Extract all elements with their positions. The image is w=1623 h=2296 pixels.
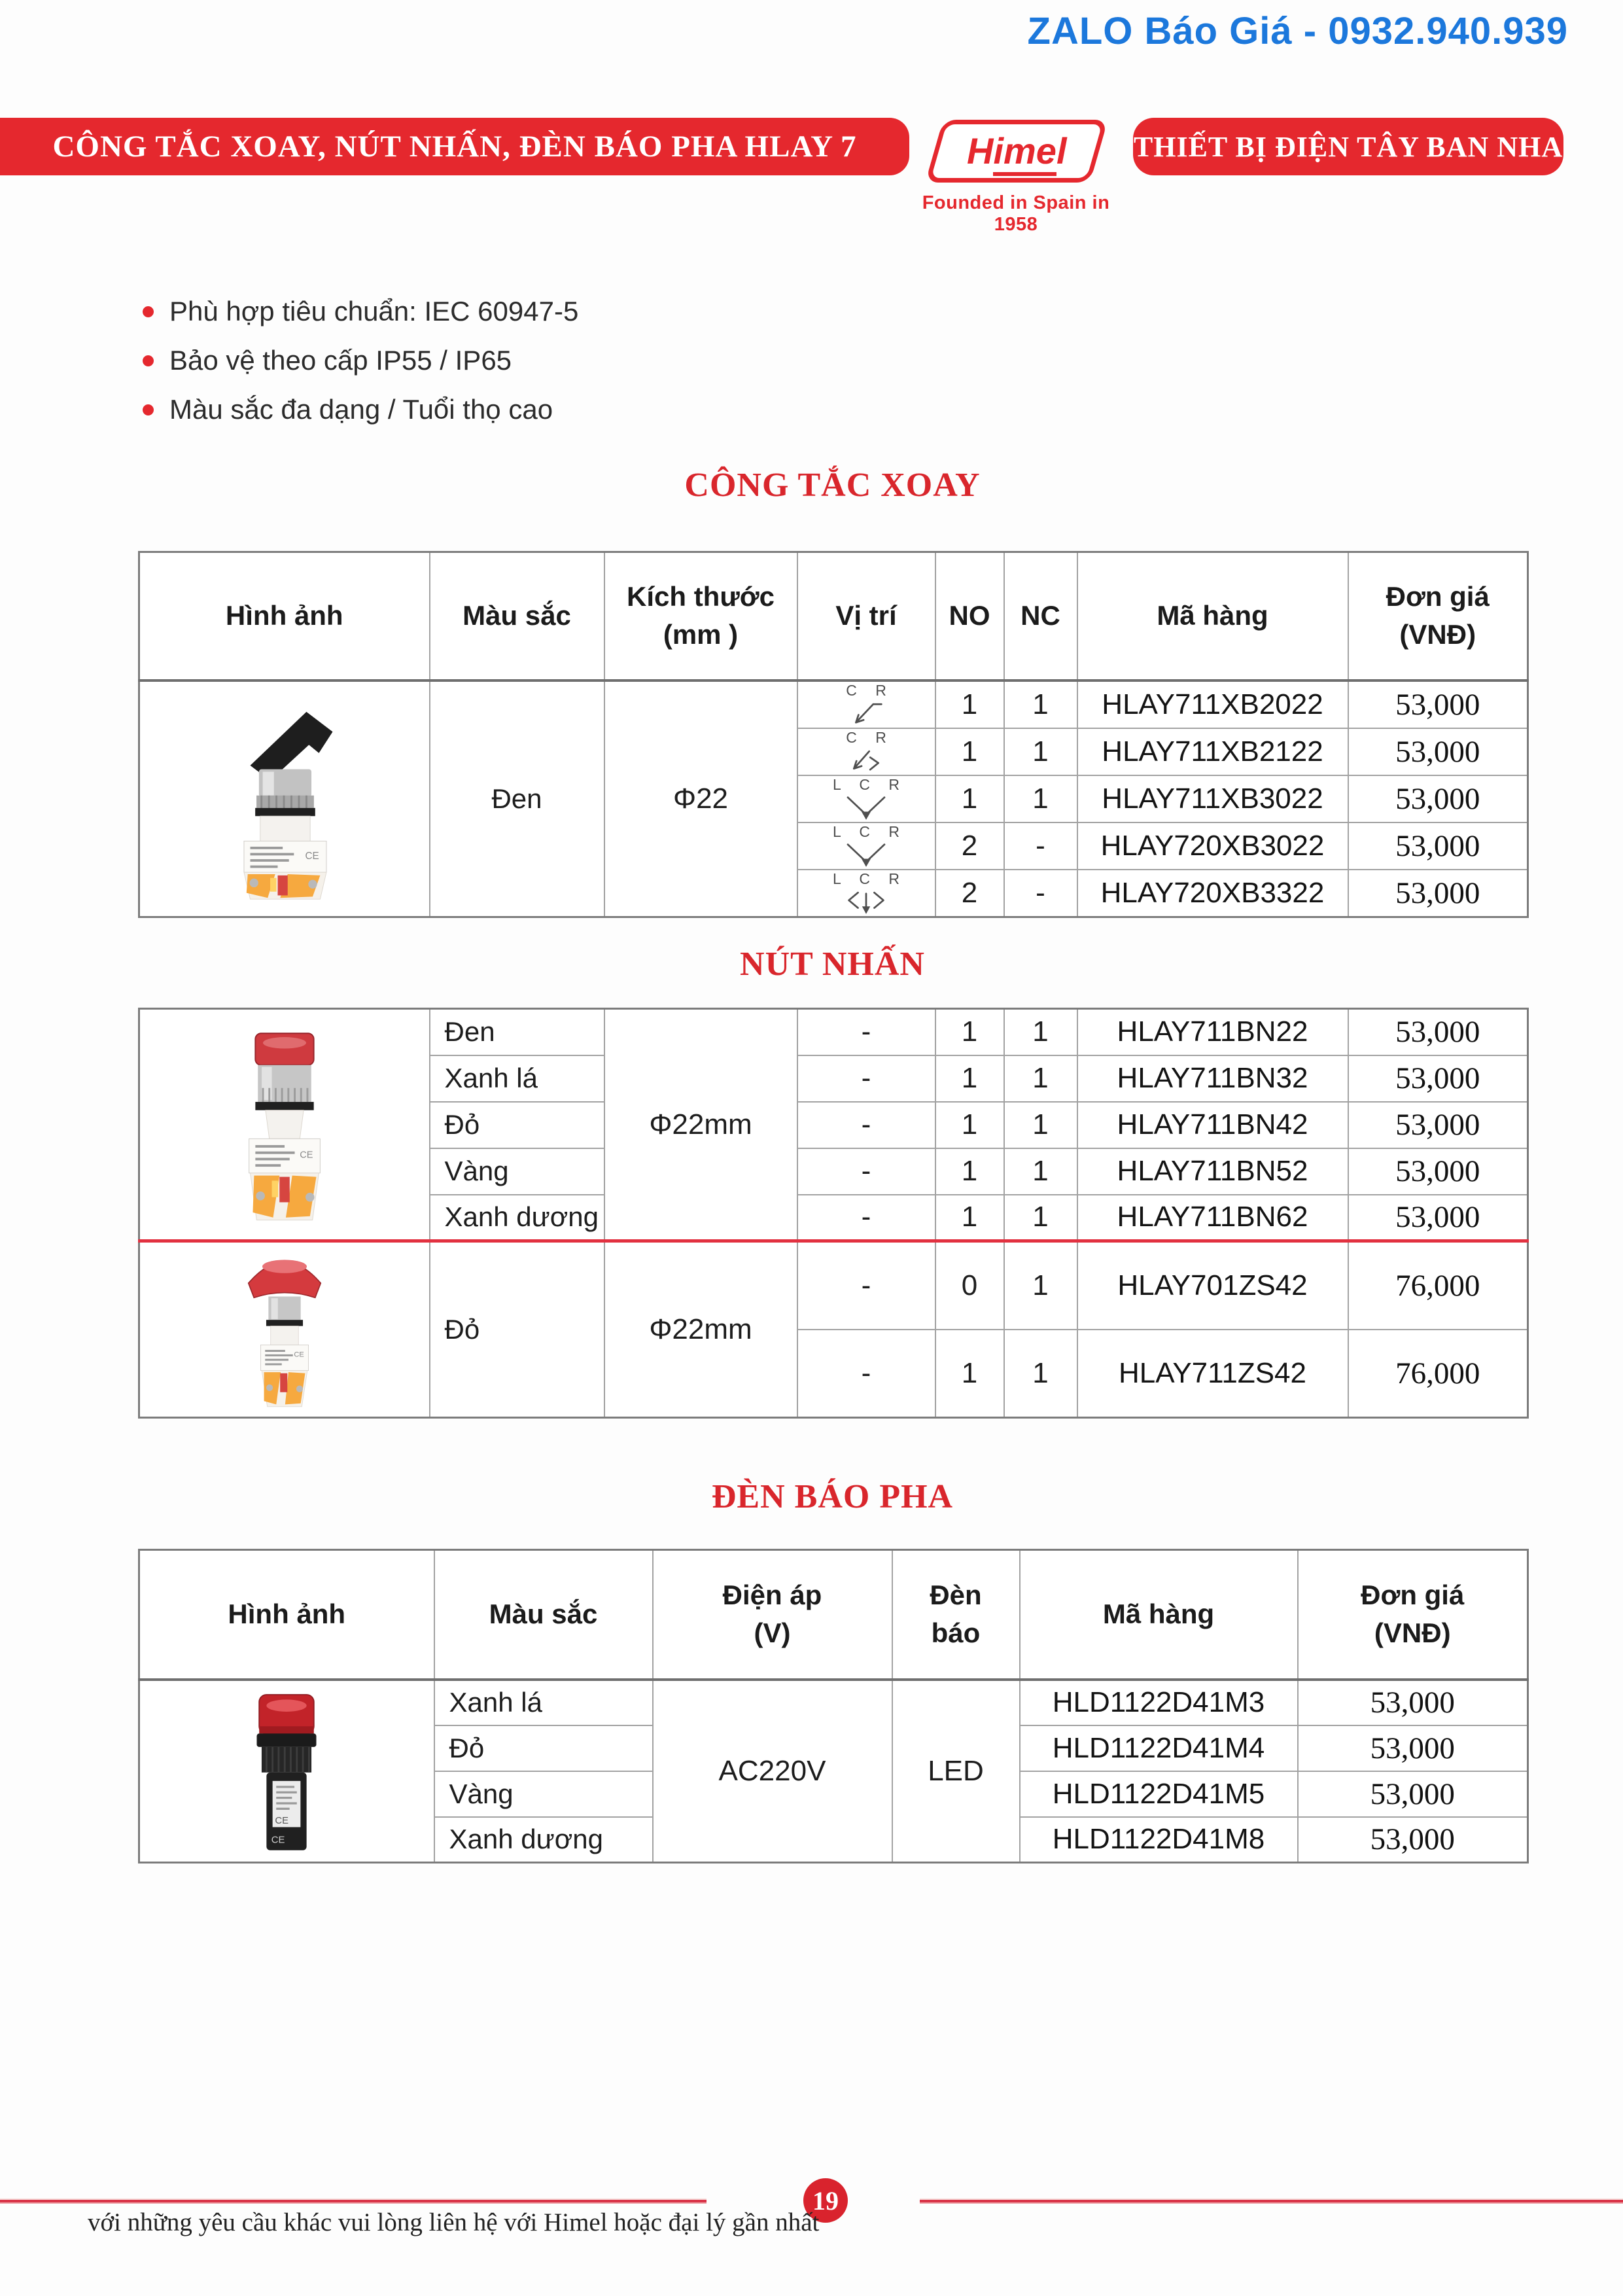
col-header-ma-hang: Mã hàng bbox=[1077, 552, 1348, 680]
section-title-cong-tac-xoay: CÔNG TẮC XOAY bbox=[684, 467, 981, 504]
cell-size: Φ22mm bbox=[604, 1009, 797, 1241]
cell-no: 2 bbox=[935, 822, 1004, 870]
cell-nc: 1 bbox=[1004, 1102, 1077, 1148]
footer-divider-right bbox=[920, 2199, 1623, 2204]
cell-price: 53,000 bbox=[1348, 1055, 1528, 1102]
col-header-mau-sac: Màu sắc bbox=[434, 1550, 653, 1680]
col-header-nc: NC bbox=[1004, 552, 1077, 680]
cell-price: 53,000 bbox=[1298, 1771, 1528, 1817]
header-left-banner bbox=[0, 118, 909, 175]
cell-price: 53,000 bbox=[1348, 1148, 1528, 1195]
cell-color: Xanh lá bbox=[434, 1680, 653, 1725]
cell-no: 0 bbox=[935, 1241, 1004, 1330]
cell-code: HLAY720XB3322 bbox=[1077, 870, 1348, 917]
cell-nc: 1 bbox=[1004, 728, 1077, 775]
product-image-flush-push-button bbox=[139, 1009, 430, 1241]
table-row bbox=[139, 1241, 1528, 1330]
cell-price: 53,000 bbox=[1298, 1725, 1528, 1771]
cell-position: - bbox=[797, 1241, 935, 1330]
cell-size: Φ22 bbox=[604, 680, 797, 917]
bullet-dot-icon bbox=[143, 355, 154, 366]
cell-position: L C R bbox=[797, 822, 935, 870]
cell-no: 1 bbox=[935, 1195, 1004, 1241]
push-button-photo-icon bbox=[219, 1017, 350, 1233]
cell-no: 1 bbox=[935, 1102, 1004, 1148]
cell-size: Φ22mm bbox=[604, 1241, 797, 1418]
cell-position: - bbox=[797, 1330, 935, 1418]
founded-text: Founded in Spain in 1958 bbox=[922, 192, 1110, 235]
pilot-light-photo-icon bbox=[237, 1686, 336, 1856]
cell-code: HLAY711BN42 bbox=[1077, 1102, 1348, 1148]
table-den-bao-pha bbox=[138, 1549, 1529, 1863]
cell-position: - bbox=[797, 1009, 935, 1055]
cell-no: 1 bbox=[935, 1330, 1004, 1418]
product-image-rotary-switch bbox=[139, 680, 430, 917]
product-image-pilot-light bbox=[139, 1680, 434, 1863]
col-header-don-gia: Đơn giá (VNĐ) bbox=[1348, 552, 1528, 680]
cell-price: 53,000 bbox=[1298, 1680, 1528, 1725]
svg-text:CE: CE bbox=[294, 1350, 304, 1358]
col-header-den-bao: Đèn báo bbox=[892, 1550, 1020, 1680]
cell-color: Đen bbox=[430, 1009, 604, 1055]
col-header-hinh-anh: Hình ảnh bbox=[139, 552, 430, 680]
section-title-den-bao-pha: ĐÈN BÁO PHA bbox=[711, 1478, 954, 1515]
col-header-don-gia: Đơn giá (VNĐ) bbox=[1298, 1550, 1528, 1680]
table-nut-nhan bbox=[138, 1008, 1529, 1419]
himel-logo bbox=[925, 120, 1108, 183]
cell-no: 1 bbox=[935, 1055, 1004, 1102]
cell-price: 76,000 bbox=[1348, 1330, 1528, 1418]
cell-nc: 1 bbox=[1004, 1148, 1077, 1195]
cell-color: Xanh dương bbox=[430, 1195, 604, 1241]
cell-color: Đen bbox=[430, 680, 604, 917]
cell-voltage: AC220V bbox=[653, 1680, 892, 1863]
col-header-ma-hang: Mã hàng bbox=[1020, 1550, 1298, 1680]
cell-code: HLAY711BN52 bbox=[1077, 1148, 1348, 1195]
cell-no: 1 bbox=[935, 1148, 1004, 1195]
col-header-hinh-anh: Hình ảnh bbox=[139, 1550, 434, 1680]
cell-color: Vàng bbox=[430, 1148, 604, 1195]
cell-price: 53,000 bbox=[1348, 822, 1528, 870]
cell-position: - bbox=[797, 1102, 935, 1148]
position-diagram-icon bbox=[835, 889, 898, 916]
bullet-dot-icon bbox=[143, 306, 154, 317]
cell-position: L C R bbox=[797, 870, 935, 917]
footer-divider-left bbox=[0, 2199, 707, 2204]
cell-nc: 1 bbox=[1004, 1055, 1077, 1102]
col-header-mau-sac: Màu sắc bbox=[430, 552, 604, 680]
feature-bullet bbox=[143, 296, 578, 327]
feature-bullet bbox=[143, 394, 578, 425]
feature-bullets bbox=[143, 296, 578, 443]
product-image-mushroom-button bbox=[139, 1241, 430, 1418]
section-title-nut-nhan: NÚT NHẤN bbox=[740, 945, 925, 983]
table-cong-tac-xoay bbox=[138, 551, 1529, 918]
col-header-vi-tri: Vị trí bbox=[797, 552, 935, 680]
cell-position: C R bbox=[797, 728, 935, 775]
cell-nc: 1 bbox=[1004, 1330, 1077, 1418]
cell-code: HLAY711ZS42 bbox=[1077, 1330, 1348, 1418]
cell-no: 1 bbox=[935, 728, 1004, 775]
cell-code: HLAY711XB3022 bbox=[1077, 775, 1348, 822]
himel-logo-text: Himel bbox=[967, 133, 1067, 169]
cell-color: Vàng bbox=[434, 1771, 653, 1817]
zalo-contact-text: ZALO Báo Giá - 0932.940.939 bbox=[1027, 10, 1568, 52]
header-left-title: CÔNG TẮC XOAY, NÚT NHẤN, ĐÈN BÁO PHA HLAY 7 bbox=[52, 130, 857, 164]
cell-nc: - bbox=[1004, 822, 1077, 870]
header-right-title: THIẾT BỊ ĐIỆN TÂY BAN NHA bbox=[1133, 130, 1563, 163]
cell-color: Xanh dương bbox=[434, 1817, 653, 1863]
bullet-text: Phù hợp tiêu chuẩn: IEC 60947-5 bbox=[169, 296, 579, 327]
cell-code: HLD1122D41M8 bbox=[1020, 1817, 1298, 1863]
position-diagram-icon bbox=[835, 841, 898, 869]
position-diagram-icon bbox=[835, 700, 898, 728]
cell-code: HLAY720XB3022 bbox=[1077, 822, 1348, 870]
cell-position: - bbox=[797, 1055, 935, 1102]
cell-price: 53,000 bbox=[1348, 680, 1528, 728]
svg-text:CE: CE bbox=[305, 851, 319, 862]
cell-nc: 1 bbox=[1004, 1009, 1077, 1055]
cell-price: 53,000 bbox=[1348, 870, 1528, 917]
rotary-switch-photo-icon bbox=[213, 696, 357, 902]
cell-code: HLAY711BN62 bbox=[1077, 1195, 1348, 1241]
table-header-row bbox=[139, 1550, 1528, 1680]
col-header-kich-thuoc: Kích thước (mm ) bbox=[604, 552, 797, 680]
position-diagram-icon bbox=[835, 747, 898, 775]
cell-nc: 1 bbox=[1004, 775, 1077, 822]
cell-price: 53,000 bbox=[1348, 1102, 1528, 1148]
table-row bbox=[139, 1009, 1528, 1055]
cell-code: HLAY701ZS42 bbox=[1077, 1241, 1348, 1330]
cell-price: 53,000 bbox=[1298, 1817, 1528, 1863]
table-row bbox=[139, 1680, 1528, 1725]
svg-text:CE: CE bbox=[275, 1815, 289, 1826]
bullet-dot-icon bbox=[143, 404, 154, 415]
table-row bbox=[139, 680, 1528, 728]
cell-code: HLAY711XB2022 bbox=[1077, 680, 1348, 728]
cell-color: Đỏ bbox=[430, 1102, 604, 1148]
cell-no: 1 bbox=[935, 775, 1004, 822]
cell-nc: 1 bbox=[1004, 1195, 1077, 1241]
cell-price: 76,000 bbox=[1348, 1241, 1528, 1330]
cell-price: 53,000 bbox=[1348, 1195, 1528, 1241]
cell-price: 53,000 bbox=[1348, 775, 1528, 822]
cell-code: HLD1122D41M3 bbox=[1020, 1680, 1298, 1725]
cell-no: 1 bbox=[935, 1009, 1004, 1055]
cell-price: 53,000 bbox=[1348, 1009, 1528, 1055]
cell-price: 53,000 bbox=[1348, 728, 1528, 775]
cell-color: Xanh lá bbox=[430, 1055, 604, 1102]
feature-bullet bbox=[143, 345, 578, 376]
header-right-banner bbox=[1133, 118, 1563, 175]
col-header-no: NO bbox=[935, 552, 1004, 680]
cell-position: L C R bbox=[797, 775, 935, 822]
bullet-text: Bảo vệ theo cấp IP55 / IP65 bbox=[169, 345, 512, 376]
cell-color: Đỏ bbox=[430, 1241, 604, 1418]
cell-no: 1 bbox=[935, 680, 1004, 728]
cell-no: 2 bbox=[935, 870, 1004, 917]
cell-code: HLAY711BN32 bbox=[1077, 1055, 1348, 1102]
col-header-dien-ap: Điện áp (V) bbox=[653, 1550, 892, 1680]
svg-text:CE: CE bbox=[300, 1149, 313, 1160]
cell-code: HLD1122D41M4 bbox=[1020, 1725, 1298, 1771]
cell-position: - bbox=[797, 1148, 935, 1195]
cell-nc: - bbox=[1004, 870, 1077, 917]
position-diagram-icon bbox=[835, 794, 898, 822]
cell-position: C R bbox=[797, 680, 935, 728]
table-header-row bbox=[139, 552, 1528, 680]
cell-nc: 1 bbox=[1004, 1241, 1077, 1330]
page-number-badge: 19 bbox=[803, 2178, 848, 2223]
cell-lamp-type: LED bbox=[892, 1680, 1020, 1863]
cell-nc: 1 bbox=[1004, 680, 1077, 728]
footer-note: với những yêu cầu khác vui lòng liên hệ với Himel hoặc đại lý gần nhất bbox=[88, 2208, 820, 2236]
mushroom-button-photo-icon bbox=[222, 1246, 347, 1413]
cell-code: HLAY711BN22 bbox=[1077, 1009, 1348, 1055]
svg-text:CE: CE bbox=[271, 1835, 285, 1846]
cell-color: Đỏ bbox=[434, 1725, 653, 1771]
cell-code: HLD1122D41M5 bbox=[1020, 1771, 1298, 1817]
bullet-text: Màu sắc đa dạng / Tuổi thọ cao bbox=[169, 394, 553, 425]
cell-code: HLAY711XB2122 bbox=[1077, 728, 1348, 775]
cell-position: - bbox=[797, 1195, 935, 1241]
